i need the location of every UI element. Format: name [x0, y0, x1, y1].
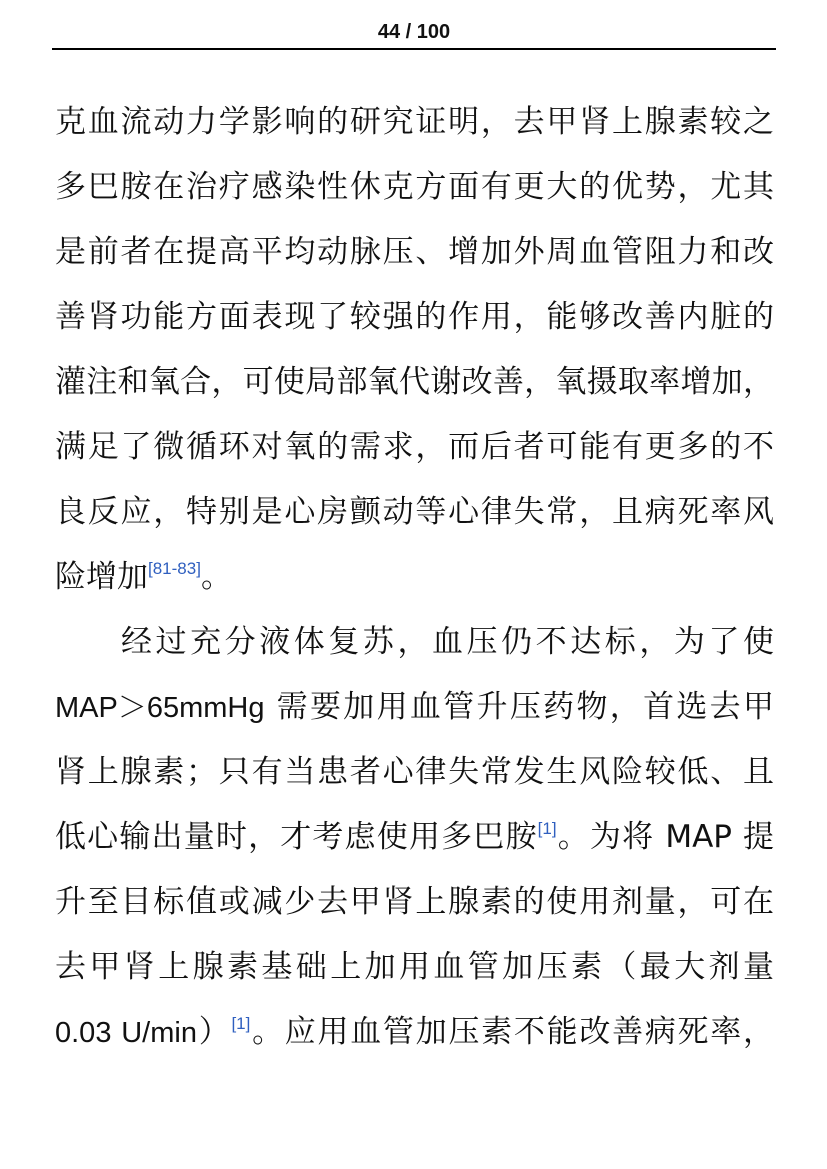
line-text: 需要加用血管升压药物，首选去甲 — [264, 689, 774, 725]
line-text: MAP＞65mmHg — [55, 692, 265, 724]
line-text: 良反应，特别是心房颤动等心律失常，且病死率风 — [55, 494, 774, 530]
text-line — [55, 350, 774, 415]
text-line — [55, 935, 774, 1000]
line-text: 经过充分液体复苏，血压仍不达标，为了使 — [121, 624, 774, 660]
text-line — [55, 675, 774, 740]
line-text: 去甲肾上腺素基础上加用血管加压素（最大剂量 — [55, 949, 774, 985]
text-line — [55, 545, 774, 610]
text-line — [55, 285, 774, 350]
text-line — [55, 90, 774, 155]
line-text: 低心输出量时，才考虑使用多巴胺 — [55, 819, 538, 855]
text-line — [55, 220, 774, 285]
line-text: 险增加 — [55, 559, 148, 595]
document-body — [55, 90, 774, 1065]
text-line — [55, 610, 774, 675]
text-line — [55, 740, 774, 805]
citation-link[interactable]: [1] — [231, 1014, 251, 1033]
text-line — [55, 870, 774, 935]
line-text: 。应用血管加压素不能改善病死率， — [250, 1014, 775, 1050]
text-line — [55, 480, 774, 545]
line-text: 满足了微循环对氧的需求，而后者可能有更多的不 — [55, 429, 774, 465]
line-text: 肾上腺素；只有当患者心律失常发生风险较低、且 — [55, 754, 774, 790]
line-text: 克血流动力学影响的研究证明，去甲肾上腺素较之 — [55, 104, 774, 140]
line-text: ） — [196, 1014, 232, 1050]
line-text: 。为将 MAP 提 — [556, 819, 774, 855]
line-text: 善肾功能方面表现了较强的作用，能够改善内脏的 — [55, 299, 774, 335]
text-line — [55, 155, 774, 220]
line-text: 。 — [200, 559, 232, 595]
page-header — [52, 18, 776, 50]
text-line — [55, 1000, 774, 1065]
citation-link[interactable]: [1] — [537, 819, 557, 838]
line-text: 是前者在提高平均动脉压、增加外周血管阻力和改 — [55, 234, 774, 270]
citation-link[interactable]: [81-83] — [148, 559, 201, 578]
page-number: 44 / 100 — [377, 21, 451, 43]
text-line — [55, 415, 774, 480]
text-line — [55, 805, 774, 870]
line-text: 0.03 U/min — [55, 1017, 197, 1049]
line-text: 升至目标值或减少去甲肾上腺素的使用剂量，可在 — [55, 884, 774, 920]
line-text: 多巴胺在治疗感染性休克方面有更大的优势，尤其 — [55, 169, 774, 205]
line-text: 灌注和氧合，可使局部氧代谢改善，氧摄取率增加， — [55, 364, 774, 400]
